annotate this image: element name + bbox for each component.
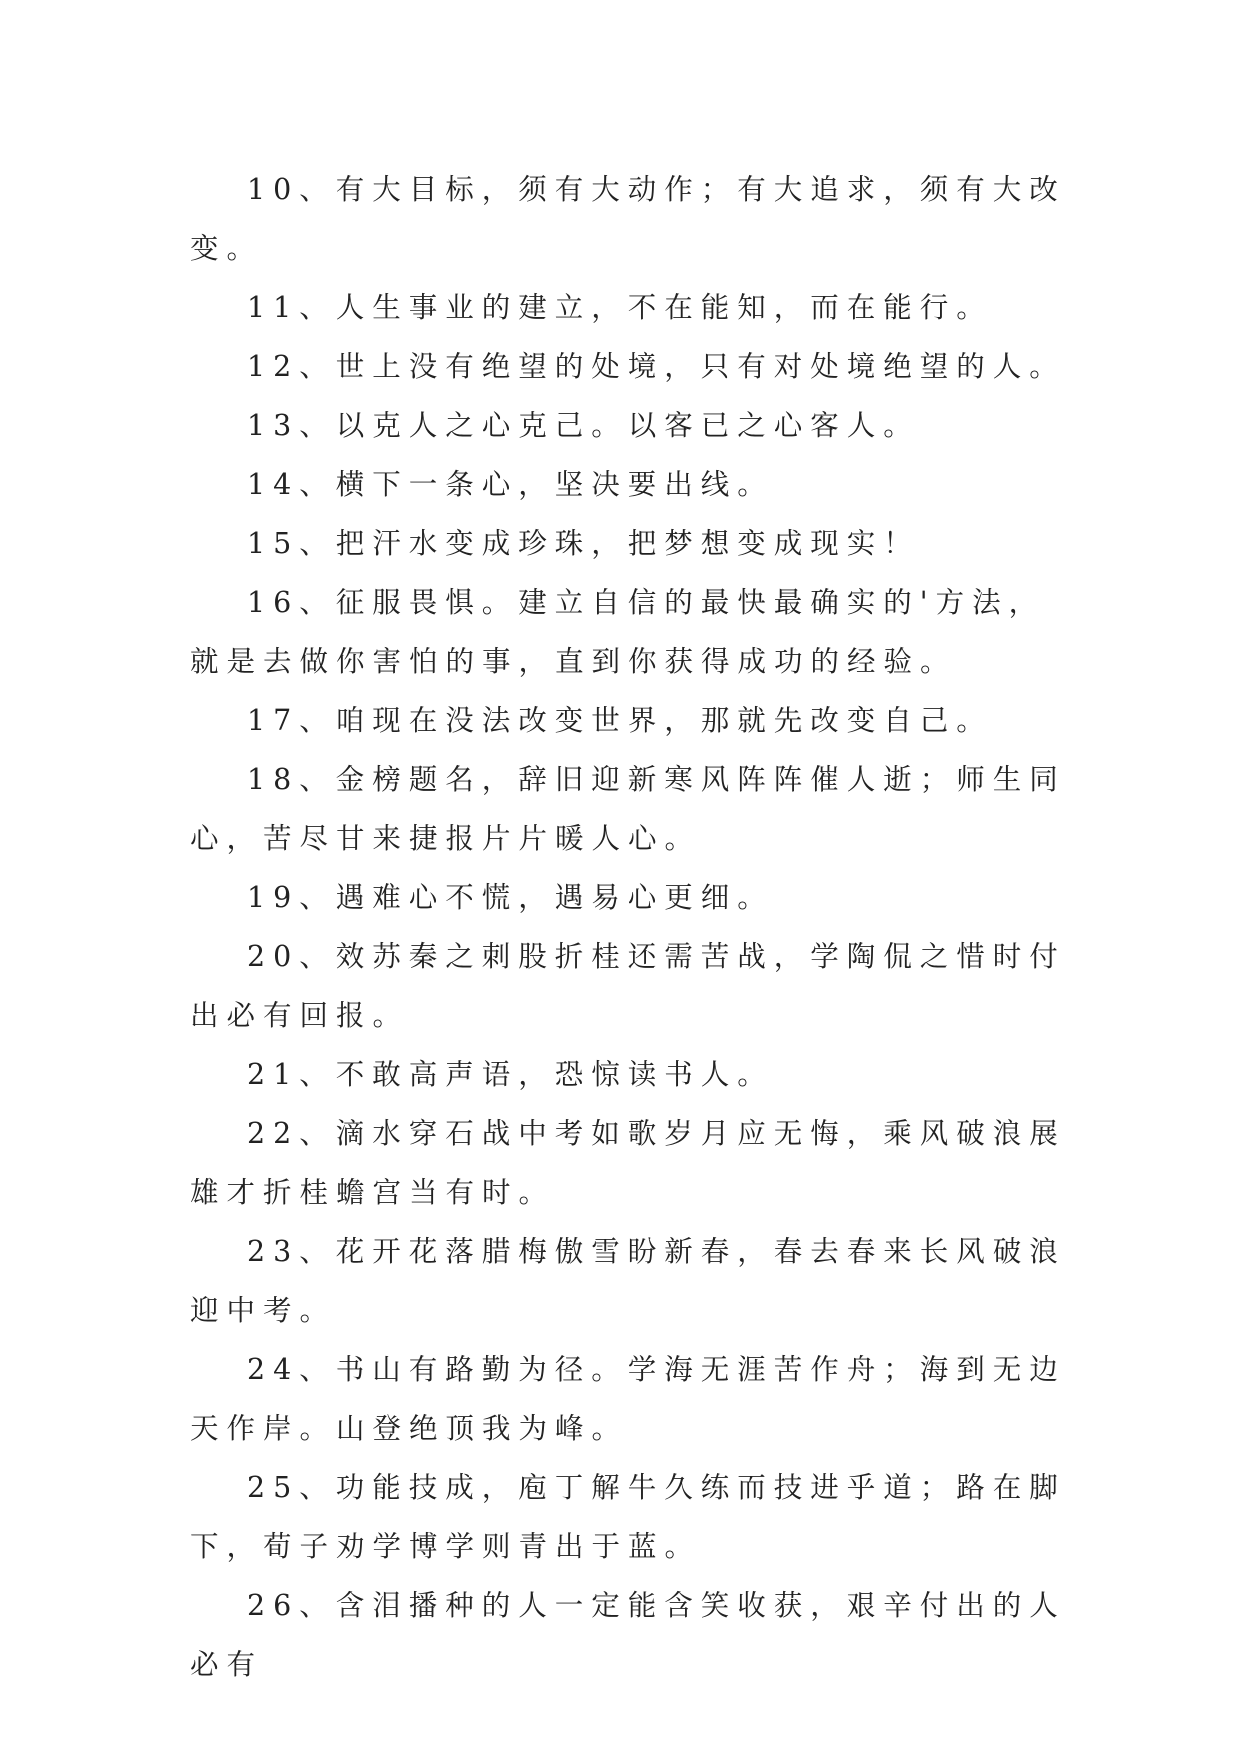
paragraph-quote-15: 15、把汗水变成珍珠，把梦想变成现实！ <box>247 527 920 560</box>
paragraph-quote-12: 12、世上没有绝望的处境，只有对处境绝望的人。 <box>247 350 1066 383</box>
paragraph-quote-19: 19、遇难心不慌，遇易心更细。 <box>247 881 774 914</box>
paragraph-quote-14: 14、横下一条心，坚决要出线。 <box>247 468 774 501</box>
paragraph-quote-13: 13、以克人之心克己。以客已之心客人。 <box>247 409 920 442</box>
paragraph-quote-22: 22、滴水穿石战中考如歌岁月应无悔，乘风破浪展雄才折桂蟾宫当有时。 <box>190 1117 1066 1209</box>
paragraph-quote-16: 16、征服畏惧。建立自信的最快最确实的'方法，就是去做你害怕的事，直到你获得成功的经验。 <box>190 586 1046 678</box>
paragraph-quote-26: 26、含泪播种的人一定能含笑收获，艰辛付出的人必有 <box>190 1589 1066 1681</box>
paragraph-quote-25: 25、功能技成，庖丁解牛久练而技进乎道；路在脚下，荀子劝学博学则青出于蓝。 <box>190 1471 1066 1563</box>
paragraph-quote-10: 10、有大目标，须有大动作；有大追求，须有大改变。 <box>190 173 1066 265</box>
paragraph-quote-18: 18、金榜题名，辞旧迎新寒风阵阵催人逝；师生同心，苦尽甘来捷报片片暖人心。 <box>190 763 1066 855</box>
paragraph-quote-20: 20、效苏秦之刺股折桂还需苦战，学陶侃之惜时付出必有回报。 <box>190 940 1066 1032</box>
paragraph-quote-23: 23、花开花落腊梅傲雪盼新春，春去春来长风破浪迎中考。 <box>190 1235 1066 1327</box>
paragraph-quote-24: 24、书山有路勤为径。学海无涯苦作舟；海到无边天作岸。山登绝顶我为峰。 <box>190 1353 1066 1445</box>
paragraph-quote-21: 21、不敢高声语，恐惊读书人。 <box>247 1058 774 1091</box>
document-body <box>190 160 1070 1694</box>
paragraph-quote-11: 11、人生事业的建立，不在能知，而在能行。 <box>247 291 993 324</box>
paragraph-quote-17: 17、咱现在没法改变世界，那就先改变自己。 <box>247 704 993 737</box>
